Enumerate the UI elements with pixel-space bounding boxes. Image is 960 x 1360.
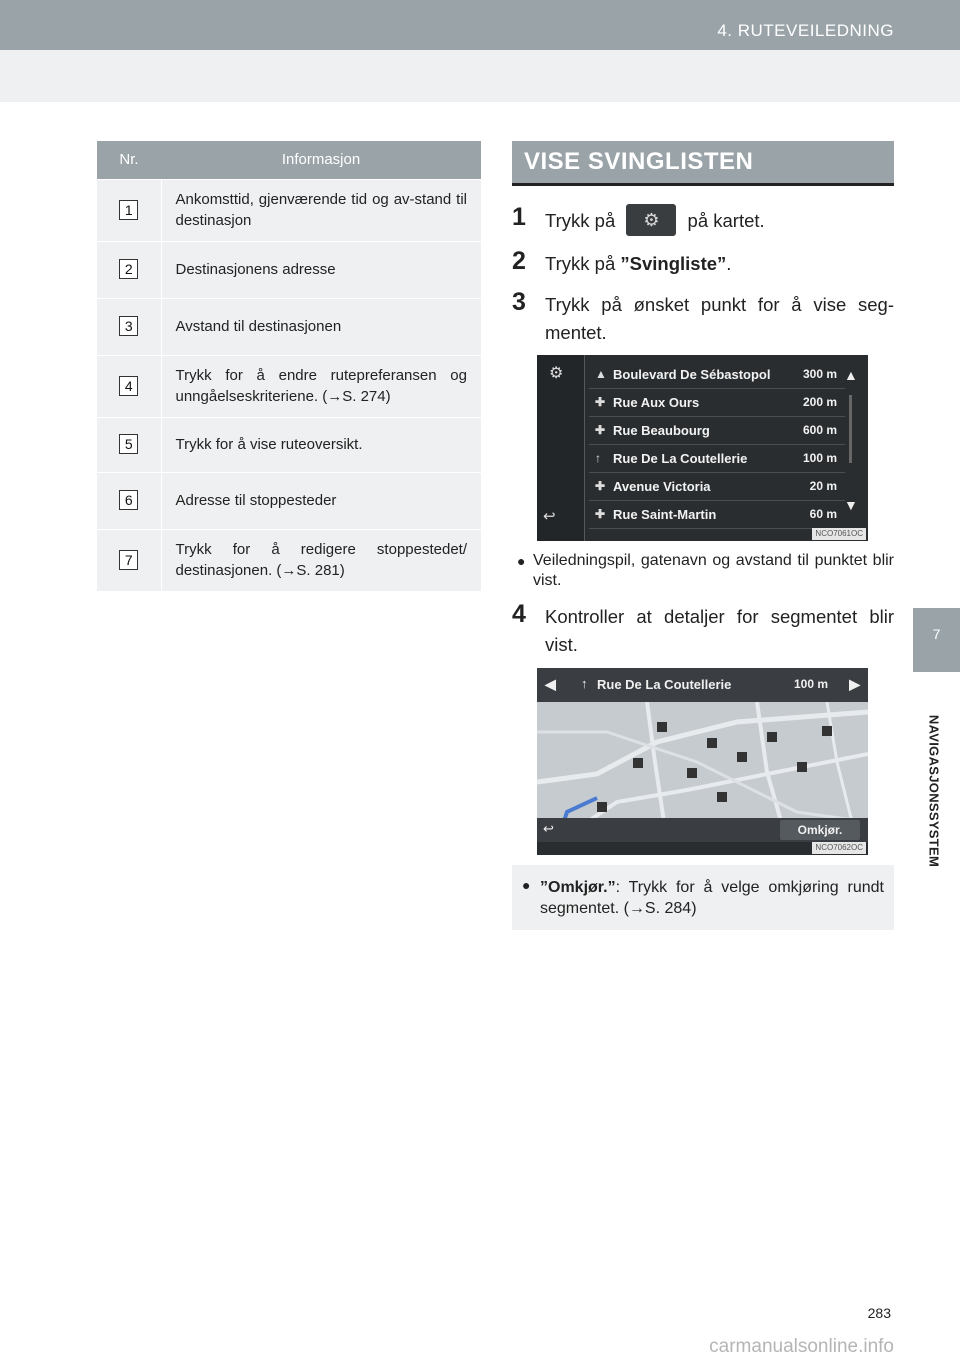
step-2 (512, 247, 894, 278)
next-segment-icon: ▶ (849, 676, 860, 692)
guidance-arrow-icon: ✚ (595, 479, 606, 493)
step-3-text: Trykk på ønsket punkt for å vise seg-mentet. (545, 294, 894, 343)
street-name: Rue De La Coutellerie (613, 451, 748, 466)
step-number: 1 (512, 203, 526, 231)
row-text: Avstand til destinasjonen (161, 298, 481, 355)
image-code: NCO7061OC (812, 528, 866, 540)
row-number-box: 5 (119, 434, 138, 454)
watermark: carmanualsonline.info (709, 1336, 894, 1357)
map-bottom-bar (537, 818, 868, 842)
step-4 (512, 600, 894, 659)
detour-button: Omkjør. (780, 820, 860, 840)
note-bold: ”Omkjør.” (540, 879, 616, 896)
row-number-box: 1 (119, 200, 138, 220)
chapter-title: 4. RUTEVEILEDNING (717, 21, 894, 40)
list-item (589, 361, 845, 389)
list-item (589, 389, 845, 417)
settings-icon: ⚙ (549, 365, 564, 382)
row-text: Adresse til stoppesteder (161, 472, 481, 529)
scroll-down-icon: ▼ (844, 497, 858, 513)
segment-street: Rue De La Coutellerie (597, 677, 732, 692)
chapter-tab-label (918, 686, 950, 896)
street-distance: 20 m (809, 479, 837, 493)
guidance-arrow-icon: ▲ (595, 367, 607, 381)
street-distance: 100 m (802, 451, 837, 465)
guidance-arrow-icon: ✚ (595, 507, 606, 521)
step-1-text-post: på kartet. (687, 209, 765, 231)
step-2-text-bold: ”Svingliste” (620, 253, 727, 274)
list-item (589, 473, 845, 501)
street-name: Rue Aux Ours (613, 395, 700, 410)
step-1 (512, 203, 894, 238)
note-box (512, 865, 894, 930)
list-item (589, 501, 845, 529)
table-row (97, 417, 481, 472)
step-number: 2 (512, 247, 526, 275)
row-number-box: 4 (119, 376, 138, 396)
row-number-box: 2 (119, 259, 138, 279)
chapter-tab-number: 7 (913, 608, 960, 672)
street-name: Avenue Victoria (613, 479, 711, 494)
note-text: : Trykk for å velge omkjøring rundt segmentet. (→S. 284) (540, 879, 884, 917)
segment-info-bar (537, 668, 868, 702)
street-distance: 600 m (802, 423, 837, 437)
guidance-arrow-icon: ↑ (581, 676, 588, 691)
row-number-box: 7 (119, 550, 138, 570)
row-text: Trykk for å endre rutepreferansen og unngåelseskriteriene. (→S. 274) (161, 355, 481, 417)
image-code: NCO7062OC (812, 842, 866, 854)
table-row (97, 179, 481, 241)
section-title: VISE SVINGLISTEN (512, 141, 894, 186)
back-icon: ↩ (543, 821, 554, 836)
street-distance: 300 m (802, 367, 837, 381)
bullet-text: Veiledningspil, gatenavn og avstand til punktet blir vist. (533, 552, 894, 589)
scrollbar (849, 395, 852, 463)
table-header-info: Informasjon (161, 141, 481, 179)
header-bar (0, 0, 960, 50)
step-1-text-pre: Trykk på (545, 209, 616, 231)
prev-segment-icon: ◀ (545, 676, 556, 692)
row-text: Trykk for å vise ruteoversikt. (161, 417, 481, 472)
step-2-text-post: . (726, 253, 732, 274)
page-number: 283 (867, 1305, 891, 1321)
bullet-item (517, 551, 894, 591)
row-text: Destinasjonens adresse (161, 241, 481, 298)
segment-map-screenshot (537, 668, 868, 855)
guidance-arrow-icon: ↑ (595, 451, 601, 465)
row-text: Trykk for å redigere stoppestedet/ destinasjonen. (→S. 281) (161, 529, 481, 591)
step-3 (512, 288, 894, 347)
guidance-arrow-icon: ✚ (595, 423, 606, 437)
guidance-arrow-icon: ✚ (595, 395, 606, 409)
row-text: Ankomsttid, gjenværende tid og av-stand til destinasjon (161, 179, 481, 241)
header-strip (0, 50, 960, 102)
chapter-tab-text: NAVIGASJONSSYSTEM (926, 714, 942, 868)
street-name: Rue Saint-Martin (613, 507, 717, 522)
bullet-dot-icon: ● (522, 877, 531, 893)
scroll-up-icon: ▲ (844, 367, 858, 383)
table-row (97, 355, 481, 417)
street-name: Boulevard De Sébastopol (613, 367, 771, 382)
info-table (97, 141, 481, 591)
table-row (97, 241, 481, 298)
bullet-dot-icon: ● (517, 553, 526, 569)
table-row (97, 529, 481, 591)
turn-list-screenshot (537, 355, 868, 541)
step-2-text-pre: Trykk på (545, 253, 621, 274)
gear-icon: ⚙ (626, 204, 676, 236)
list-item (589, 445, 845, 473)
step-number: 3 (512, 288, 526, 316)
row-number-box: 3 (119, 316, 138, 336)
street-distance: 200 m (802, 395, 837, 409)
row-number-box: 6 (119, 490, 138, 510)
step-number: 4 (512, 600, 526, 628)
table-row (97, 298, 481, 355)
list-side-panel (537, 355, 585, 541)
back-icon: ↩ (543, 508, 556, 525)
step-4-text: Kontroller at detaljer for segmentet blir vist. (545, 606, 894, 655)
table-header-nr: Nr. (97, 141, 161, 179)
segment-distance: 100 m (793, 677, 828, 691)
table-row (97, 472, 481, 529)
street-distance: 60 m (809, 507, 837, 521)
street-name: Rue Beaubourg (613, 423, 710, 438)
list-item (589, 417, 845, 445)
